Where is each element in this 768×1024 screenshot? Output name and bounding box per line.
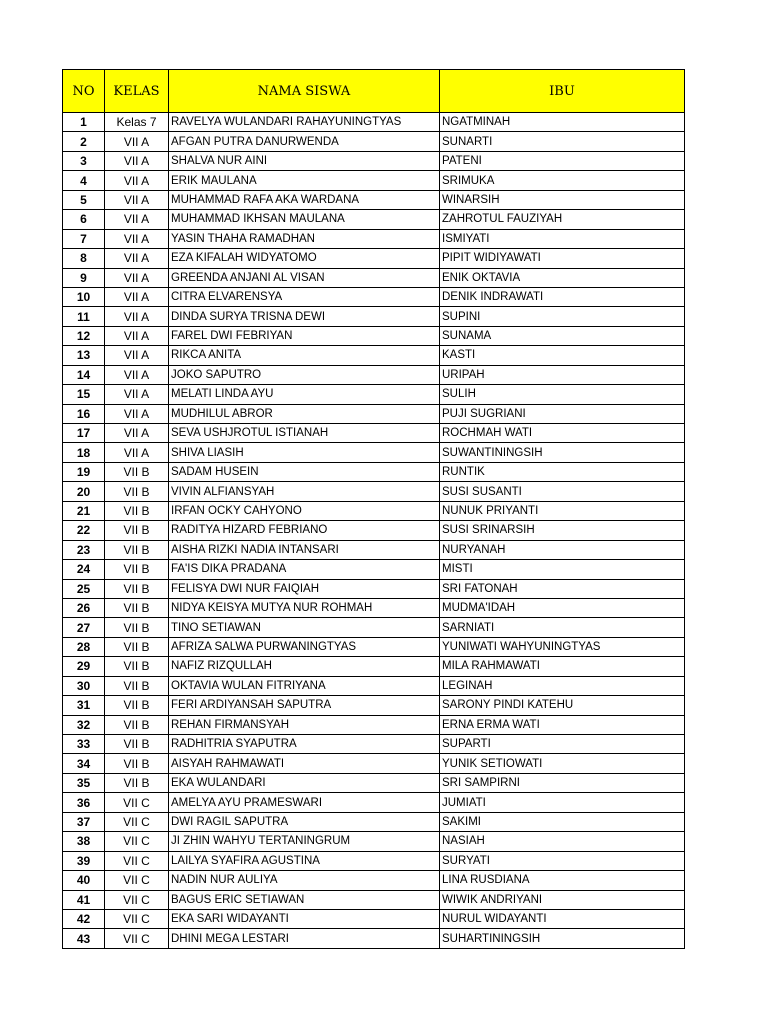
row-number: 37 [63,812,105,831]
row-number: 18 [63,443,105,462]
row-ibu: PIPIT WIDIYAWATI [440,249,685,268]
row-number: 10 [63,287,105,306]
row-nama-siswa: EZA KIFALAH WIDYATOMO [169,249,440,268]
row-nama-siswa: DWI RAGIL SAPUTRA [169,812,440,831]
row-kelas: VII B [105,598,169,617]
row-nama-siswa: NAFIZ RIZQULLAH [169,657,440,676]
row-ibu: ROCHMAH WATI [440,424,685,443]
row-ibu: SUSI SUSANTI [440,482,685,501]
row-ibu: YUNIWATI WAHYUNINGTYAS [440,637,685,656]
row-ibu: SRI SAMPIRNI [440,773,685,792]
table-row [63,404,685,423]
row-ibu: SUWANTININGSIH [440,443,685,462]
row-ibu: ERNA ERMA WATI [440,715,685,734]
table-row [63,773,685,792]
row-ibu: SUNARTI [440,132,685,151]
row-nama-siswa: EKA WULANDARI [169,773,440,792]
row-kelas: VII C [105,812,169,831]
row-kelas: VII A [105,249,169,268]
row-kelas: VII C [105,909,169,928]
table-body [63,113,685,949]
table-row [63,676,685,695]
table-row [63,560,685,579]
table-row [63,424,685,443]
row-ibu: KASTI [440,346,685,365]
row-kelas: VII A [105,287,169,306]
row-kelas: VII A [105,171,169,190]
row-nama-siswa: AMELYA AYU PRAMESWARI [169,793,440,812]
row-kelas: VII A [105,229,169,248]
row-nama-siswa: MELATI LINDA AYU [169,385,440,404]
row-number: 13 [63,346,105,365]
row-kelas: VII A [105,346,169,365]
row-ibu: NASIAH [440,832,685,851]
row-kelas: VII B [105,618,169,637]
row-number: 40 [63,871,105,890]
row-kelas: VII C [105,851,169,870]
table-row [63,909,685,928]
header-row [63,70,685,113]
row-kelas: VII B [105,579,169,598]
table-row [63,540,685,559]
table-row [63,462,685,481]
row-number: 27 [63,618,105,637]
row-nama-siswa: IRFAN OCKY CAHYONO [169,501,440,520]
table-row [63,151,685,170]
row-nama-siswa: TINO SETIAWAN [169,618,440,637]
table-row [63,171,685,190]
table-row [63,696,685,715]
row-number: 9 [63,268,105,287]
table-row [63,521,685,540]
row-nama-siswa: RAVELYA WULANDARI RAHAYUNINGTYAS [169,113,440,132]
table-row [63,268,685,287]
row-kelas: VII A [105,268,169,287]
row-nama-siswa: MUDHILUL ABROR [169,404,440,423]
row-number: 34 [63,754,105,773]
table-row [63,190,685,209]
row-nama-siswa: DINDA SURYA TRISNA DEWI [169,307,440,326]
row-nama-siswa: EKA SARI WIDAYANTI [169,909,440,928]
row-nama-siswa: NADIN NUR AULIYA [169,871,440,890]
row-ibu: SRI FATONAH [440,579,685,598]
row-number: 33 [63,735,105,754]
row-kelas: VII B [105,773,169,792]
row-ibu: SARNIATI [440,618,685,637]
row-number: 31 [63,696,105,715]
row-nama-siswa: AISHA RIZKI NADIA INTANSARI [169,540,440,559]
row-ibu: SUNAMA [440,326,685,345]
row-number: 30 [63,676,105,695]
row-kelas: VII A [105,151,169,170]
row-ibu: SAKIMI [440,812,685,831]
table-row [63,579,685,598]
row-ibu: NURUL WIDAYANTI [440,909,685,928]
row-nama-siswa: FAREL DWI FEBRIYAN [169,326,440,345]
row-ibu: LINA RUSDIANA [440,871,685,890]
row-ibu: NURYANAH [440,540,685,559]
row-ibu: ENIK OKTAVIA [440,268,685,287]
row-ibu: JUMIATI [440,793,685,812]
table-row [63,812,685,831]
row-kelas: VII B [105,462,169,481]
row-ibu: MUDMA'IDAH [440,598,685,617]
row-number: 20 [63,482,105,501]
table-row [63,929,685,948]
table-row [63,598,685,617]
table-row [63,735,685,754]
row-ibu: MISTI [440,560,685,579]
row-kelas: VII B [105,715,169,734]
row-kelas: VII C [105,793,169,812]
table-row [63,871,685,890]
table-row [63,365,685,384]
table-row [63,307,685,326]
row-ibu: SRIMUKA [440,171,685,190]
row-number: 41 [63,890,105,909]
table-row [63,443,685,462]
row-nama-siswa: MUHAMMAD IKHSAN MAULANA [169,210,440,229]
row-kelas: VII B [105,521,169,540]
row-nama-siswa: BAGUS ERIC SETIAWAN [169,890,440,909]
row-kelas: VII A [105,210,169,229]
table-row [63,890,685,909]
row-nama-siswa: AFGAN PUTRA DANURWENDA [169,132,440,151]
row-nama-siswa: VIVIN ALFIANSYAH [169,482,440,501]
header-kelas: KELAS [105,70,169,113]
row-number: 26 [63,598,105,617]
row-number: 1 [63,113,105,132]
row-number: 14 [63,365,105,384]
row-number: 39 [63,851,105,870]
row-number: 24 [63,560,105,579]
row-nama-siswa: NIDYA KEISYA MUTYA NUR ROHMAH [169,598,440,617]
table-row [63,618,685,637]
row-ibu: RUNTIK [440,462,685,481]
table-row [63,326,685,345]
row-number: 7 [63,229,105,248]
row-nama-siswa: DHINI MEGA LESTARI [169,929,440,948]
row-number: 3 [63,151,105,170]
table-row [63,210,685,229]
header-nama-siswa: NAMA SISWA [169,70,440,113]
row-number: 2 [63,132,105,151]
row-kelas: VII A [105,424,169,443]
table-row [63,482,685,501]
row-kelas: VII A [105,365,169,384]
row-ibu: WINARSIH [440,190,685,209]
row-nama-siswa: YASIN THAHA RAMADHAN [169,229,440,248]
row-nama-siswa: ERIK MAULANA [169,171,440,190]
row-ibu: URIPAH [440,365,685,384]
row-ibu: PUJI SUGRIANI [440,404,685,423]
row-number: 42 [63,909,105,928]
header-no: NO [63,70,105,113]
row-ibu: DENIK INDRAWATI [440,287,685,306]
table-row [63,793,685,812]
row-ibu: SARONY PINDI KATEHU [440,696,685,715]
row-nama-siswa: JI ZHIN WAHYU TERTANINGRUM [169,832,440,851]
row-nama-siswa: LAILYA SYAFIRA AGUSTINA [169,851,440,870]
row-ibu: SUSI SRINARSIH [440,521,685,540]
row-ibu: YUNIK SETIOWATI [440,754,685,773]
table-row [63,501,685,520]
row-kelas: VII C [105,871,169,890]
table-row [63,657,685,676]
row-number: 17 [63,424,105,443]
row-number: 22 [63,521,105,540]
row-nama-siswa: FELISYA DWI NUR FAIQIAH [169,579,440,598]
row-nama-siswa: GREENDA ANJANI AL VISAN [169,268,440,287]
row-ibu: SUPARTI [440,735,685,754]
row-nama-siswa: JOKO SAPUTRO [169,365,440,384]
table-row [63,715,685,734]
row-kelas: VII A [105,385,169,404]
row-ibu: SUPINI [440,307,685,326]
table-row [63,229,685,248]
row-ibu: SULIH [440,385,685,404]
table-row [63,132,685,151]
row-ibu: SURYATI [440,851,685,870]
row-nama-siswa: RADITYA HIZARD FEBRIANO [169,521,440,540]
row-ibu: WIWIK ANDRIYANI [440,890,685,909]
header-ibu: IBU [440,70,685,113]
row-number: 32 [63,715,105,734]
row-number: 23 [63,540,105,559]
row-nama-siswa: SHIVA LIASIH [169,443,440,462]
row-number: 25 [63,579,105,598]
row-nama-siswa: FA'IS DIKA PRADANA [169,560,440,579]
row-nama-siswa: SADAM HUSEIN [169,462,440,481]
row-number: 19 [63,462,105,481]
row-kelas: VII B [105,696,169,715]
row-kelas: VII A [105,132,169,151]
row-number: 5 [63,190,105,209]
row-ibu: ZAHROTUL FAUZIYAH [440,210,685,229]
table-row [63,832,685,851]
row-kelas: VII B [105,482,169,501]
row-number: 4 [63,171,105,190]
row-nama-siswa: RIKCA ANITA [169,346,440,365]
row-number: 6 [63,210,105,229]
row-kelas: VII A [105,307,169,326]
row-kelas: VII B [105,754,169,773]
row-ibu: LEGINAH [440,676,685,695]
row-nama-siswa: AFRIZA SALWA PURWANINGTYAS [169,637,440,656]
row-ibu: NUNUK PRIYANTI [440,501,685,520]
row-ibu: ISMIYATI [440,229,685,248]
row-number: 15 [63,385,105,404]
row-number: 11 [63,307,105,326]
row-ibu: NGATMINAH [440,113,685,132]
row-kelas: VII B [105,540,169,559]
row-kelas: VII B [105,637,169,656]
student-table [62,69,685,949]
table-row [63,346,685,365]
table-row [63,637,685,656]
row-kelas: VII A [105,443,169,462]
table-row [63,287,685,306]
row-nama-siswa: OKTAVIA WULAN FITRIYANA [169,676,440,695]
row-number: 12 [63,326,105,345]
row-nama-siswa: MUHAMMAD RAFA AKA WARDANA [169,190,440,209]
row-nama-siswa: SEVA USHJROTUL ISTIANAH [169,424,440,443]
row-kelas: VII B [105,560,169,579]
row-ibu: PATENI [440,151,685,170]
row-number: 36 [63,793,105,812]
row-kelas: VII C [105,929,169,948]
row-number: 43 [63,929,105,948]
table-row [63,249,685,268]
row-number: 21 [63,501,105,520]
row-kelas: VII B [105,676,169,695]
row-nama-siswa: FERI ARDIYANSAH SAPUTRA [169,696,440,715]
row-kelas: VII C [105,890,169,909]
row-kelas: VII B [105,501,169,520]
row-kelas: VII A [105,326,169,345]
table-row [63,385,685,404]
row-number: 35 [63,773,105,792]
row-ibu: SUHARTININGSIH [440,929,685,948]
row-kelas: VII B [105,657,169,676]
row-number: 16 [63,404,105,423]
table-row [63,754,685,773]
row-nama-siswa: AISYAH RAHMAWATI [169,754,440,773]
table-row [63,851,685,870]
row-kelas: VII B [105,735,169,754]
row-kelas: VII C [105,832,169,851]
row-number: 8 [63,249,105,268]
row-nama-siswa: SHALVA NUR AINI [169,151,440,170]
row-nama-siswa: REHAN FIRMANSYAH [169,715,440,734]
row-number: 38 [63,832,105,851]
row-nama-siswa: RADHITRIA SYAPUTRA [169,735,440,754]
row-number: 28 [63,637,105,656]
table-row [63,113,685,132]
row-ibu: MILA RAHMAWATI [440,657,685,676]
table-header [63,70,685,113]
row-nama-siswa: CITRA ELVARENSYA [169,287,440,306]
row-kelas: VII A [105,404,169,423]
row-kelas: Kelas 7 [105,113,169,132]
row-kelas: VII A [105,190,169,209]
row-number: 29 [63,657,105,676]
